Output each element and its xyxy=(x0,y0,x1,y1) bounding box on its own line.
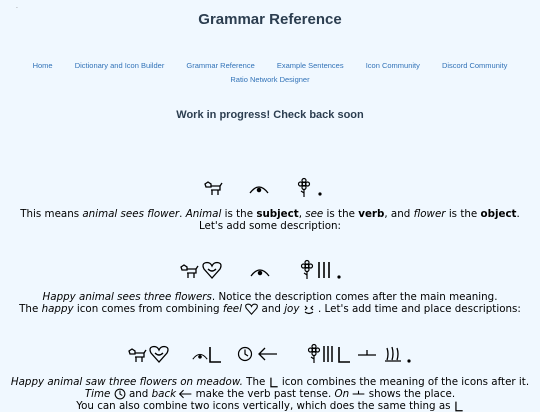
back-arrow-icon xyxy=(179,389,192,399)
nav-link-grammar[interactable]: Grammar Reference xyxy=(186,61,255,70)
example-3-text: Happy animal saw three flowers on meadow. The icon combines the meaning of the icons after it. Time and back make the verb past tense. On shows the place. You can also combine two icons vertically, which does the same thing as xyxy=(10,376,530,412)
see-icon xyxy=(249,183,269,195)
on-icon xyxy=(357,349,377,361)
example-2-glyphs xyxy=(0,259,540,285)
nav-link-ratio-designer[interactable]: Ratio Network Designer xyxy=(230,75,310,84)
happy-heart-icon xyxy=(202,261,222,279)
nav-link-home[interactable]: Home xyxy=(32,61,53,70)
nav-link-examples[interactable]: Example Sentences xyxy=(276,61,344,70)
heart-icon xyxy=(245,303,258,315)
example-2-text: Happy animal sees three flowers. Notice the description comes after the main meaning. The happy icon comes from combining feel and joy . Let's add time and place descriptions: xyxy=(19,291,521,315)
see-icon xyxy=(250,266,270,278)
flower-icon xyxy=(299,260,315,280)
example-3-glyphs xyxy=(0,343,540,369)
nav-link-icon-community[interactable]: Icon Community xyxy=(365,61,420,70)
combine-icon xyxy=(269,377,279,388)
on-icon xyxy=(352,390,365,398)
three-icon xyxy=(317,261,331,279)
combine-icon xyxy=(208,346,222,364)
meadow-icon xyxy=(384,345,402,363)
period-mark xyxy=(337,275,341,279)
three-icon xyxy=(322,345,334,363)
flower-icon xyxy=(306,344,322,364)
time-icon xyxy=(114,388,126,400)
period-mark xyxy=(318,192,322,196)
page-title: Grammar Reference xyxy=(198,11,342,28)
back-arrow-icon xyxy=(258,347,278,361)
nav-link-dictionary[interactable]: Dictionary and Icon Builder xyxy=(74,61,165,70)
combine-icon xyxy=(337,346,351,364)
time-icon xyxy=(237,346,253,362)
period-mark xyxy=(407,359,411,363)
nav-link-discord[interactable]: Discord Community xyxy=(441,61,508,70)
animal-icon xyxy=(203,179,223,197)
animal-icon xyxy=(179,262,199,280)
joy-icon xyxy=(303,304,315,315)
see-icon xyxy=(192,350,208,362)
animal-icon xyxy=(127,346,147,364)
example-1-text: This means animal sees flower. Animal is the subject, see is the verb, and flower is the object. Let's add some description: xyxy=(20,208,520,232)
wip-notice: Work in progress! Check back soon xyxy=(176,109,364,121)
happy-heart-icon xyxy=(149,345,169,363)
corner-dot: · xyxy=(16,5,18,12)
main-nav xyxy=(20,59,520,87)
example-1-glyphs xyxy=(0,178,540,204)
flower-icon xyxy=(296,178,312,198)
combine-icon xyxy=(454,401,464,412)
